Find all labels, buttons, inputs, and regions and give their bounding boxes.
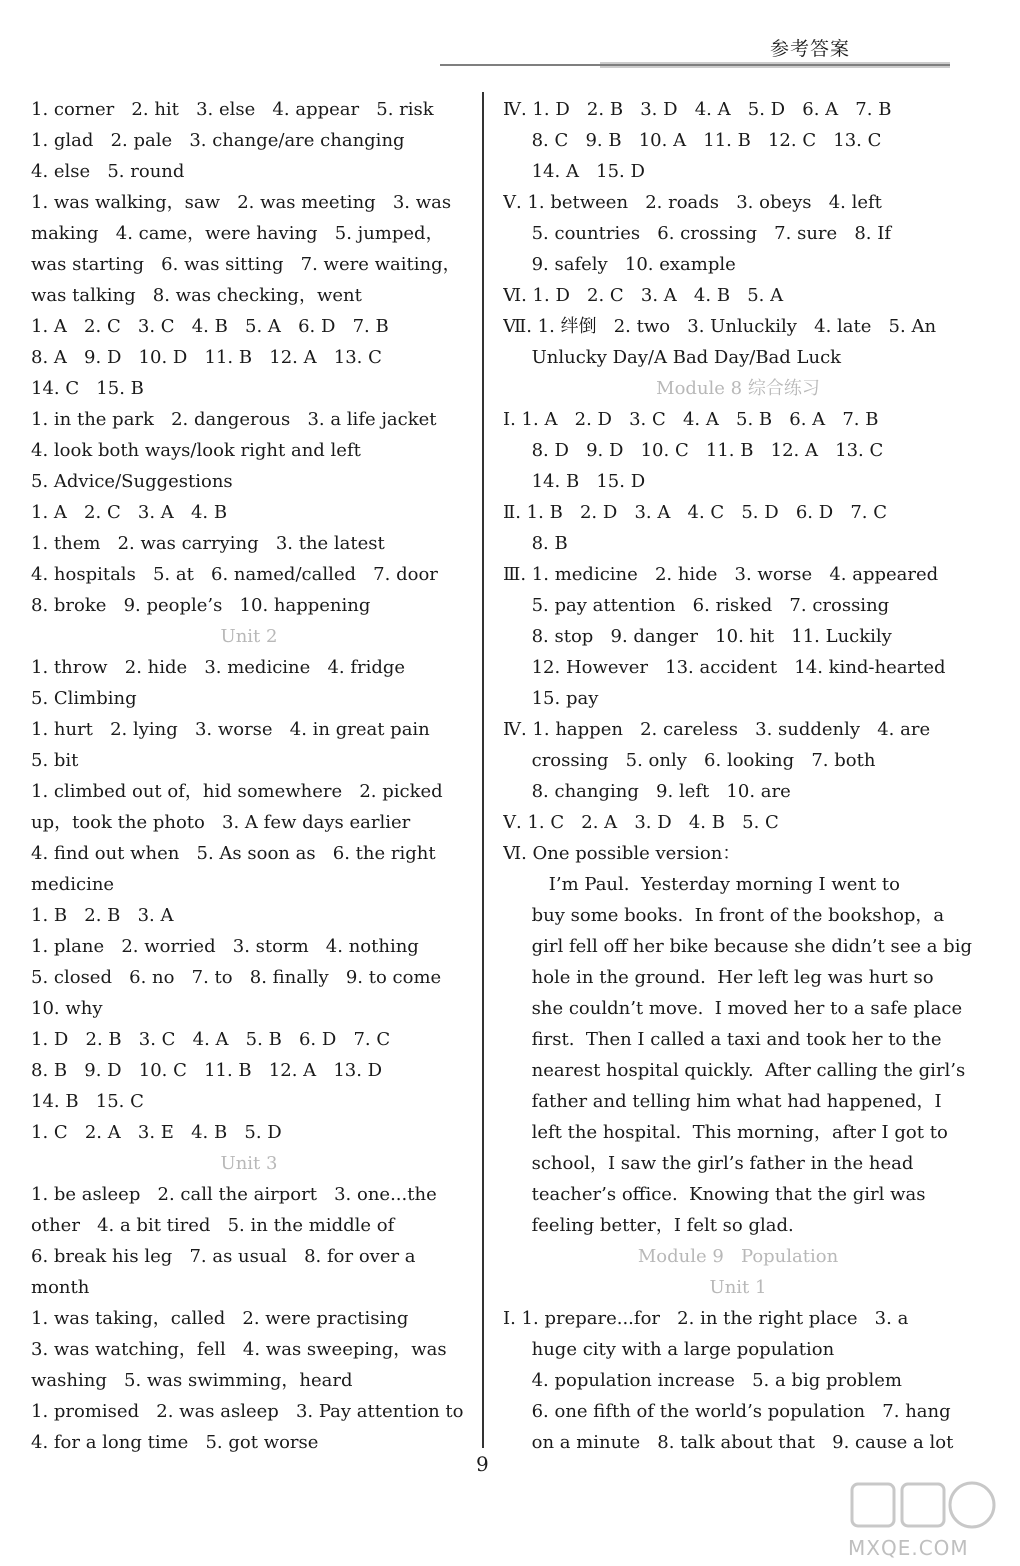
answer-line: Ⅴ. 1. C 2. A 3. D 4. B 5. C <box>503 812 779 833</box>
answer-line: 14. C 15. B <box>31 378 144 399</box>
answer-line: 5. Climbing <box>31 688 137 709</box>
answer-line: 6. one fifth of the world’s population 7. hang <box>503 1401 951 1422</box>
answer-line: teacher’s office. Knowing that the girl was <box>503 1184 926 1205</box>
answer-line: 1. D 2. B 3. C 4. A 5. B 6. D 7. C <box>31 1029 391 1050</box>
answer-line: father and telling him what had happened，I <box>503 1091 942 1112</box>
answer-line: Ⅵ. 1. D 2. C 3. A 4. B 5. A <box>503 285 784 306</box>
answer-line: Ⅲ. 1. medicine 2. hide 3. worse 4. appeared <box>503 564 939 585</box>
answer-line: 1. climbed out of，hid somewhere 2. picked <box>31 781 443 802</box>
answer-line: 4. find out when 5. As soon as 6. the right <box>31 843 436 864</box>
answer-line: 4. look both ways/look right and left <box>31 440 361 461</box>
answer-line: she couldn’t move. I moved her to a safe place <box>503 998 963 1019</box>
header-decorative-rule <box>440 62 950 68</box>
answer-line: 1. plane 2. worried 3. storm 4. nothing <box>31 936 419 957</box>
section-heading: Unit 3 <box>220 1153 278 1174</box>
answer-line: 8. A 9. D 10. D 11. B 12. A 13. C <box>31 347 382 368</box>
answer-line: 10. why <box>31 998 103 1019</box>
answer-line: 5. bit <box>31 750 79 771</box>
answer-line: was starting 6. was sitting 7. were waiting， <box>31 254 461 275</box>
answer-line: 6. break his leg 7. as usual 8. for over a <box>31 1246 416 1267</box>
answer-line: 1. C 2. A 3. E 4. B 5. D <box>31 1122 282 1143</box>
answer-line: making 4. came，were having 5. jumped， <box>31 223 444 244</box>
answer-line: 14. B 15. D <box>503 471 646 492</box>
section-heading: Module 9 Population <box>637 1246 839 1267</box>
answer-line: left the hospital. This morning，after I got to <box>503 1122 948 1143</box>
answer-line: first. Then I called a taxi and took her to the <box>503 1029 942 1050</box>
answer-line: 1. in the park 2. dangerous 3. a life jacket <box>31 409 437 430</box>
answer-line: 1. be asleep 2. call the airport 3. one...the <box>31 1184 437 1205</box>
answer-line: buy some books. In front of the bookshop，a <box>503 905 945 926</box>
answer-line: 8. stop 9. danger 10. hit 11. Luckily <box>503 626 892 647</box>
answer-line: 5. closed 6. no 7. to 8. finally 9. to come <box>31 967 442 988</box>
answer-line: 1. them 2. was carrying 3. the latest <box>31 533 385 554</box>
answer-line: 1. was walking，saw 2. was meeting 3. was <box>31 192 452 213</box>
right-answer-column <box>503 94 973 1458</box>
answer-line: 14. B 15. C <box>31 1091 144 1112</box>
answer-line: Ⅱ. 1. B 2. D 3. A 4. C 5. D 6. D 7. C <box>503 502 888 523</box>
answer-line: 8. broke 9. people’s 10. happening <box>31 595 371 616</box>
answer-line: girl fell off her bike because she didn’t see a big <box>503 936 972 957</box>
answer-line: 12. However 13. accident 14. kind-hearted <box>503 657 946 678</box>
answer-line: 1. glad 2. pale 3. change/are changing <box>31 130 405 151</box>
answer-line: washing 5. was swimming，heard <box>31 1370 353 1391</box>
column-divider <box>482 92 484 1448</box>
answer-line: 4. population increase 5. a big problem <box>503 1370 902 1391</box>
left-answer-column <box>31 94 467 1458</box>
watermark-text: MXQE.COM <box>848 1536 969 1560</box>
section-heading: Unit 1 <box>709 1277 767 1298</box>
answer-line: on a minute 8. talk about that 9. cause a lot <box>503 1432 954 1453</box>
answer-line: 1. promised 2. was asleep 3. Pay attention to <box>31 1401 464 1422</box>
answer-line: school，I saw the girl’s father in the head <box>503 1153 914 1174</box>
answer-line: hole in the ground. Her left leg was hurt so <box>503 967 934 988</box>
page-header-title: 参考答案 <box>770 38 851 60</box>
answer-line: huge city with a large population <box>503 1339 835 1360</box>
answer-line: 1. A 2. C 3. A 4. B <box>31 502 228 523</box>
answer-line: 1. throw 2. hide 3. medicine 4. fridge <box>31 657 406 678</box>
answer-line: 5. pay attention 6. risked 7. crossing <box>503 595 890 616</box>
answer-line: crossing 5. only 6. looking 7. both <box>503 750 876 771</box>
answer-line: Ⅳ. 1. happen 2. careless 3. suddenly 4. are <box>503 719 931 740</box>
answer-line: Ⅵ. One possible version： <box>503 843 741 864</box>
section-heading: Module 8 综合练习 <box>656 378 820 399</box>
answer-line: 8. C 9. B 10. A 11. B 12. C 13. C <box>503 130 882 151</box>
answer-line: 4. else 5. round <box>31 161 185 182</box>
answer-line: 3. was watching，fell 4. was sweeping，was <box>31 1339 447 1360</box>
answer-line: Ⅰ. 1. prepare...for 2. in the right place 3. a <box>503 1308 909 1329</box>
answer-line: nearest hospital quickly. After calling the girl’s <box>503 1060 966 1081</box>
answer-line: 1. corner 2. hit 3. else 4. appear 5. risk <box>31 99 434 120</box>
answer-line: was talking 8. was checking，went <box>31 285 362 306</box>
answer-line: 8. B 9. D 10. C 11. B 12. A 13. D <box>31 1060 383 1081</box>
answer-line: month <box>31 1277 90 1298</box>
answer-line: 8. changing 9. left 10. are <box>503 781 791 802</box>
answer-line: 1. was taking，called 2. were practising <box>31 1308 409 1329</box>
answer-line: 5. Advice/Suggestions <box>31 471 233 492</box>
section-heading: Unit 2 <box>220 626 278 647</box>
answer-line: Ⅳ. 1. D 2. B 3. D 4. A 5. D 6. A 7. B <box>503 99 892 120</box>
answer-line: up，took the photo 3. A few days earlier <box>31 812 411 833</box>
answer-line: Ⅴ. 1. between 2. roads 3. obeys 4. left <box>503 192 882 213</box>
answer-line: 8. D 9. D 10. C 11. B 12. A 13. C <box>503 440 884 461</box>
answer-line: 5. countries 6. crossing 7. sure 8. If <box>503 223 892 244</box>
answer-line: 4. hospitals 5. at 6. named/called 7. door <box>31 564 438 585</box>
answer-line: 8. B <box>503 533 568 554</box>
page-number: 9 <box>476 1452 489 1476</box>
answer-line: medicine <box>31 874 115 895</box>
answer-line: Unlucky Day/A Bad Day/Bad Luck <box>503 347 842 368</box>
answer-line: 15. pay <box>503 688 599 709</box>
answer-line: 14. A 15. D <box>503 161 645 182</box>
answer-line: 4. for a long time 5. got worse <box>31 1432 319 1453</box>
answer-line: feeling better，I felt so glad. <box>503 1215 794 1236</box>
answer-line: other 4. a bit tired 5. in the middle of <box>31 1215 395 1236</box>
answer-line: Ⅶ. 1. 绊倒 2. two 3. Unluckily 4. late 5. An <box>503 316 937 337</box>
answer-line: I’m Paul. Yesterday morning I went to <box>503 874 900 895</box>
answer-line: 1. hurt 2. lying 3. worse 4. in great pain <box>31 719 430 740</box>
answer-line: Ⅰ. 1. A 2. D 3. C 4. A 5. B 6. A 7. B <box>503 409 879 430</box>
answer-line: 1. B 2. B 3. A <box>31 905 174 926</box>
answer-line: 9. safely 10. example <box>503 254 736 275</box>
answer-line: 1. A 2. C 3. C 4. B 5. A 6. D 7. B <box>31 316 389 337</box>
